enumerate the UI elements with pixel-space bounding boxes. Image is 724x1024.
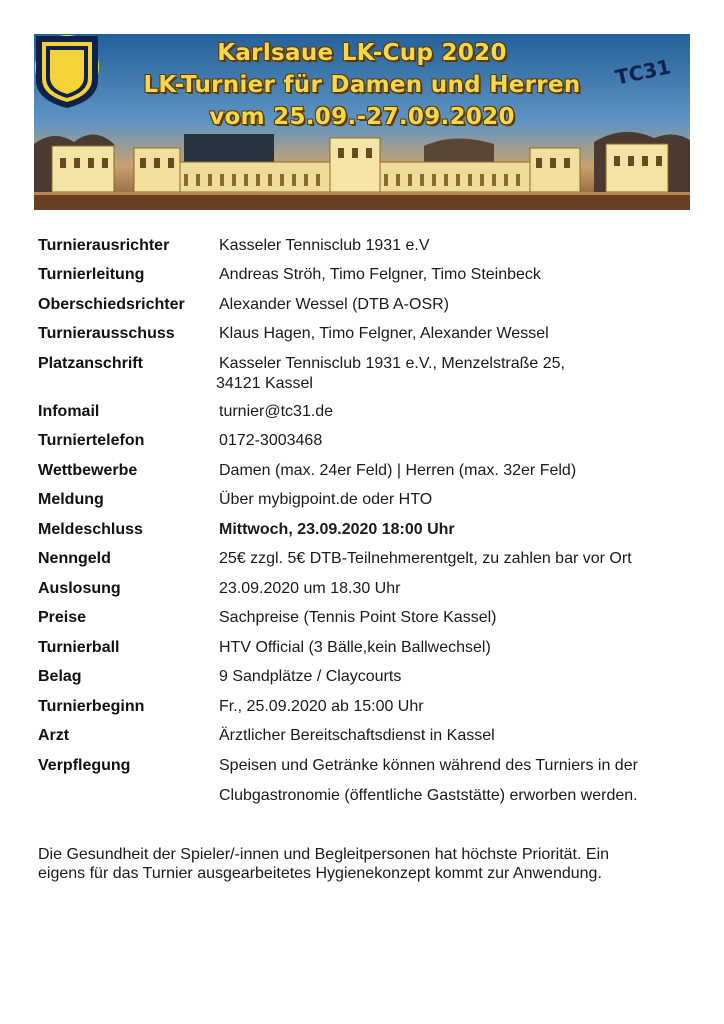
- row-value: 23.09.2020 um 18.30 Uhr: [219, 580, 401, 597]
- row-value: HTV Official (3 Bälle,kein Ballwechsel): [219, 639, 491, 656]
- row-label: Meldung: [38, 491, 104, 508]
- row-label: Turnierball: [38, 639, 120, 656]
- info-row: [38, 549, 698, 579]
- row-value: Damen (max. 24er Feld) | Herren (max. 32er Feld): [219, 462, 577, 479]
- row-label: Turnierausrichter: [38, 237, 170, 254]
- row-value: 25€ zzgl. 5€ DTB-Teilnehmerentgelt, zu zahlen bar vor Ort: [219, 550, 632, 567]
- info-row: [38, 295, 698, 324]
- row-label: Turnierleitung: [38, 266, 145, 283]
- hygiene-notice: [38, 845, 678, 883]
- info-row: [38, 608, 698, 638]
- row-label: Wettbewerbe: [38, 462, 138, 479]
- row-value: Speisen und Getränke können während des Turniers in der Clubgastronomie (öffentliche Gaststätte) erworben werden.: [219, 757, 638, 804]
- info-row: [38, 520, 698, 549]
- row-label: Turnierausschuss: [38, 325, 175, 342]
- info-row: [38, 726, 698, 756]
- row-label: Oberschiedsrichter: [38, 296, 185, 313]
- row-label: Nenngeld: [38, 550, 111, 567]
- banner-title-line3: vom 25.09.-27.09.2020: [209, 104, 515, 130]
- row-value: 0172-3003468: [219, 432, 323, 449]
- row-value: Andreas Ströh, Timo Felgner, Timo Steinbeck: [219, 266, 541, 283]
- row-label: Turniertelefon: [38, 432, 145, 449]
- tournament-info-table: [38, 236, 698, 812]
- info-row: [38, 490, 698, 520]
- row-label: Belag: [38, 668, 82, 685]
- notice-line: Die Gesundheit der Spieler/-innen und Begleitpersonen hat höchste Priorität. Ein: [38, 846, 610, 863]
- tournament-banner: [34, 34, 690, 210]
- row-value: turnier@tc31.de: [219, 403, 334, 420]
- row-label: Infomail: [38, 403, 100, 420]
- info-row: [38, 461, 698, 490]
- notice-line: eigens für das Turnier ausgearbeitetes Hygienekonzept kommt zur Anwendung.: [38, 865, 602, 882]
- info-row: [38, 265, 698, 295]
- row-label: Verpflegung: [38, 757, 131, 774]
- info-row: [38, 402, 698, 431]
- row-value: Mittwoch, 23.09.2020 18:00 Uhr: [219, 521, 455, 538]
- row-label: Turnierbeginn: [38, 698, 145, 715]
- row-value: Sachpreise (Tennis Point Store Kassel): [219, 609, 497, 626]
- row-value: Kasseler Tennisclub 1931 e.V., Menzelstraße 25, 34121 Kassel: [216, 355, 565, 392]
- row-value: Alexander Wessel (DTB A-OSR): [219, 296, 449, 313]
- row-value: 9 Sandplätze / Claycourts: [219, 668, 402, 685]
- info-row: [38, 579, 698, 608]
- info-row: [38, 667, 698, 697]
- info-row: [38, 638, 698, 667]
- info-row: [38, 756, 698, 812]
- row-label: Meldeschluss: [38, 521, 143, 538]
- logo-text: TC31: [613, 54, 673, 90]
- info-row: [38, 236, 698, 265]
- info-row: [38, 354, 698, 402]
- row-value: Kasseler Tennisclub 1931 e.V: [219, 237, 430, 254]
- row-label: Auslosung: [38, 580, 121, 597]
- banner-title-line1: Karlsaue LK-Cup 2020: [217, 40, 507, 66]
- info-row: [38, 324, 698, 354]
- row-value: Klaus Hagen, Timo Felgner, Alexander Wessel: [219, 325, 549, 342]
- row-label: Arzt: [38, 727, 70, 744]
- info-row: [38, 431, 698, 461]
- banner-title-line2: LK-Turnier für Damen und Herren: [143, 72, 581, 98]
- row-value: Fr., 25.09.2020 ab 15:00 Uhr: [219, 698, 424, 715]
- row-label: Preise: [38, 609, 87, 626]
- info-row: [38, 697, 698, 726]
- row-value: Über mybigpoint.de oder HTO: [219, 491, 433, 508]
- row-value: Ärztlicher Bereitschaftsdienst in Kassel: [219, 727, 495, 744]
- row-label: Platzanschrift: [38, 355, 143, 372]
